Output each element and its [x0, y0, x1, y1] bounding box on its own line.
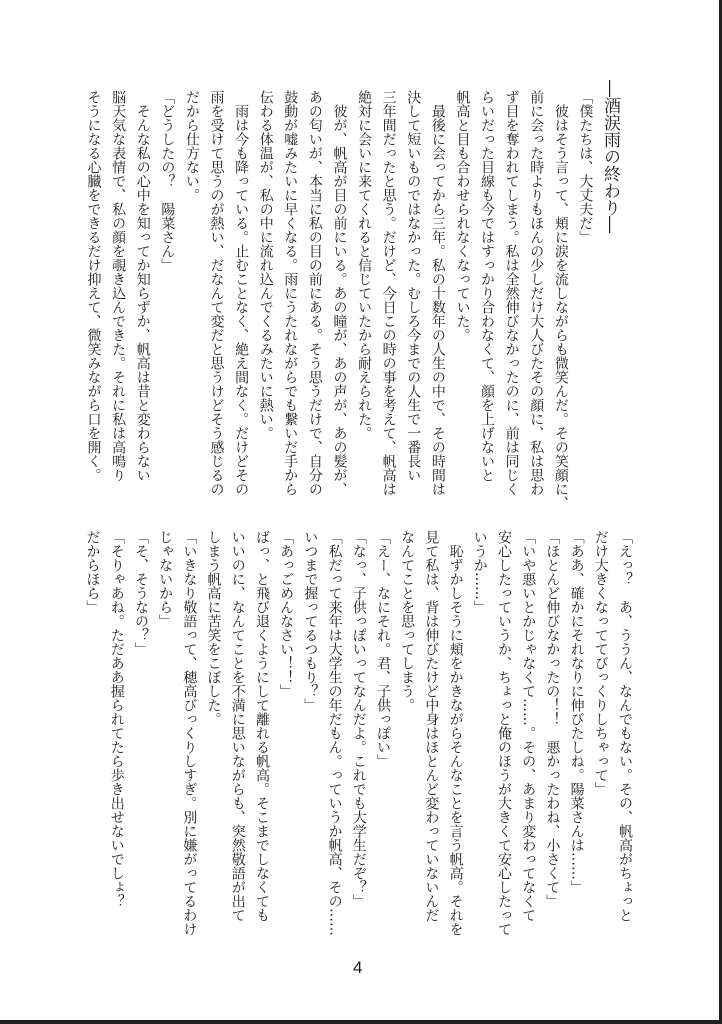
- text-line: 安心したっていうか、ちょっと俺のほうが大きくて安心したって: [495, 530, 512, 936]
- text-line: だから仕方ない。: [183, 90, 200, 202]
- text-line: 恥ずかしそうに頬をかきながらそんなことを言う帆高。それを: [447, 530, 464, 936]
- text-line: 脳天気な表情で、私の顔を覗き込んできた。それに私は高鳴り: [110, 90, 127, 482]
- text-line: 鼓動が嘘みたいに早くなる。雨にうたれながらでも繋いだ手から: [282, 90, 299, 496]
- text-line: 三年間だったと思う。だけど、今日この時の事を考えて、帆高は: [380, 90, 397, 496]
- page-border-bottom: [0, 1020, 722, 1024]
- text-line: 「あっごめんなさい！！」: [278, 530, 295, 698]
- text-line: 「えっ？ あ、ううん、なんでもない。その、帆高がちょっと: [617, 530, 633, 922]
- text-line: 前に会った時よりもほんの少しだけ大人びたその顔に、私は思わ: [528, 90, 545, 496]
- text-line: いつまで握ってるつもり？」: [302, 530, 319, 712]
- text-line: 「私だって来年は大学生の年だもん。っていうか帆高、その……: [326, 530, 343, 936]
- text-line: 見て私は、背は伸びたけど中身はほとんど変わっていないんだ: [423, 530, 440, 922]
- text-line: ばっ、と飛び退くようにして離れる帆高。そこまでしなくても: [253, 530, 270, 922]
- text-line: 彼はそう言って、頬に涙を流しながらも微笑んだ。その笑顔に、: [552, 90, 569, 510]
- text-line: しまう帆高に苦笑をこぼした。: [205, 530, 222, 726]
- text-line: 「ほとんど伸びなかったの！！ 悪かったわね、小さくて」: [544, 530, 561, 908]
- text-line: 「いや悪いとかじゃなくて……。その、あまり変わってなくて: [520, 530, 537, 922]
- text-line: 「えー、なにそれ。君、子供っぽい」: [374, 530, 391, 768]
- text-line: 「ああ、確かにそれなりに伸びたしね。陽菜さんは……」: [568, 530, 585, 894]
- text-line: 決して短いものではなかった。むしろ今までの人生で一番長い: [405, 90, 422, 482]
- text-line: 彼が、帆高が目の前にいる。あの瞳が、あの声が、あの髪が、: [331, 90, 348, 496]
- text-line: 雨を受けて思うのが熱い、だなんて変だと思うけどそう感じるの: [208, 90, 225, 496]
- text-line: 「いきなり敬語って、穂高びっくりしすぎ。別に嫌がってるわけ: [181, 530, 198, 936]
- text-line: 絶対に会いに来てくれると信じていたから耐えられた。: [356, 90, 373, 440]
- text-line: 「そ、そうなの？」: [132, 530, 149, 656]
- text-line: じゃないから」: [157, 530, 174, 628]
- text-line: そんな私の心中を知ってか知らずか、帆高は昔と変わらない: [134, 90, 151, 482]
- text-block-lower: [80, 530, 637, 936]
- chapter-title: ―酒涙雨の終わり―: [600, 80, 620, 233]
- text-line: いいのに、なんてことを不満に思いながらも、突然敬語が出て: [229, 530, 246, 922]
- text-line: 「僕たちは、大丈夫だ」: [577, 90, 594, 244]
- text-line: 「そりゃあね。ただああ握られてたら歩き出せないでしょ？: [108, 530, 125, 908]
- text-line: だからほら」: [84, 530, 101, 614]
- text-line: らいだった目線も今ではすっかり合わなくて、顔を上げないと: [479, 90, 496, 482]
- text-line: 最後に会ってから三年。私の十数年の人生の中で、その時間は: [429, 90, 446, 496]
- text-line: 「どうしたの？ 陽菜さん」: [159, 90, 176, 272]
- text-line: ず目を奪われてしまう。私は全然伸びなかったのに、前は同じく: [503, 90, 520, 496]
- text-line: そうになる心臓をできるだけ抑えて、微笑みながら口を開く。: [85, 90, 102, 482]
- text-line: 伝わる体温が、私の中に流れ込んでくるみたいに熱い。: [257, 90, 274, 440]
- text-line: だけ大きくなっててびっくりしちゃって」: [592, 530, 609, 796]
- text-line: いうか……」: [471, 530, 488, 614]
- text-line: 帆高と目も合わせられなくなっていた。: [454, 90, 471, 342]
- text-line: 雨は今も降っている。止むことなく、絶え間なく。だけどその: [233, 90, 250, 496]
- text-block-upper: [81, 80, 622, 510]
- page-number: 4: [353, 958, 363, 977]
- text-line: 「なっ、子供っぽいってなんだよ。これでも大学生だぞ？」: [350, 530, 367, 908]
- text-line: なんてことを思ってしまう。: [399, 530, 416, 712]
- text-line: あの匂いが、本当に私の目の前にある。そう思うだけで、自分の: [306, 90, 323, 496]
